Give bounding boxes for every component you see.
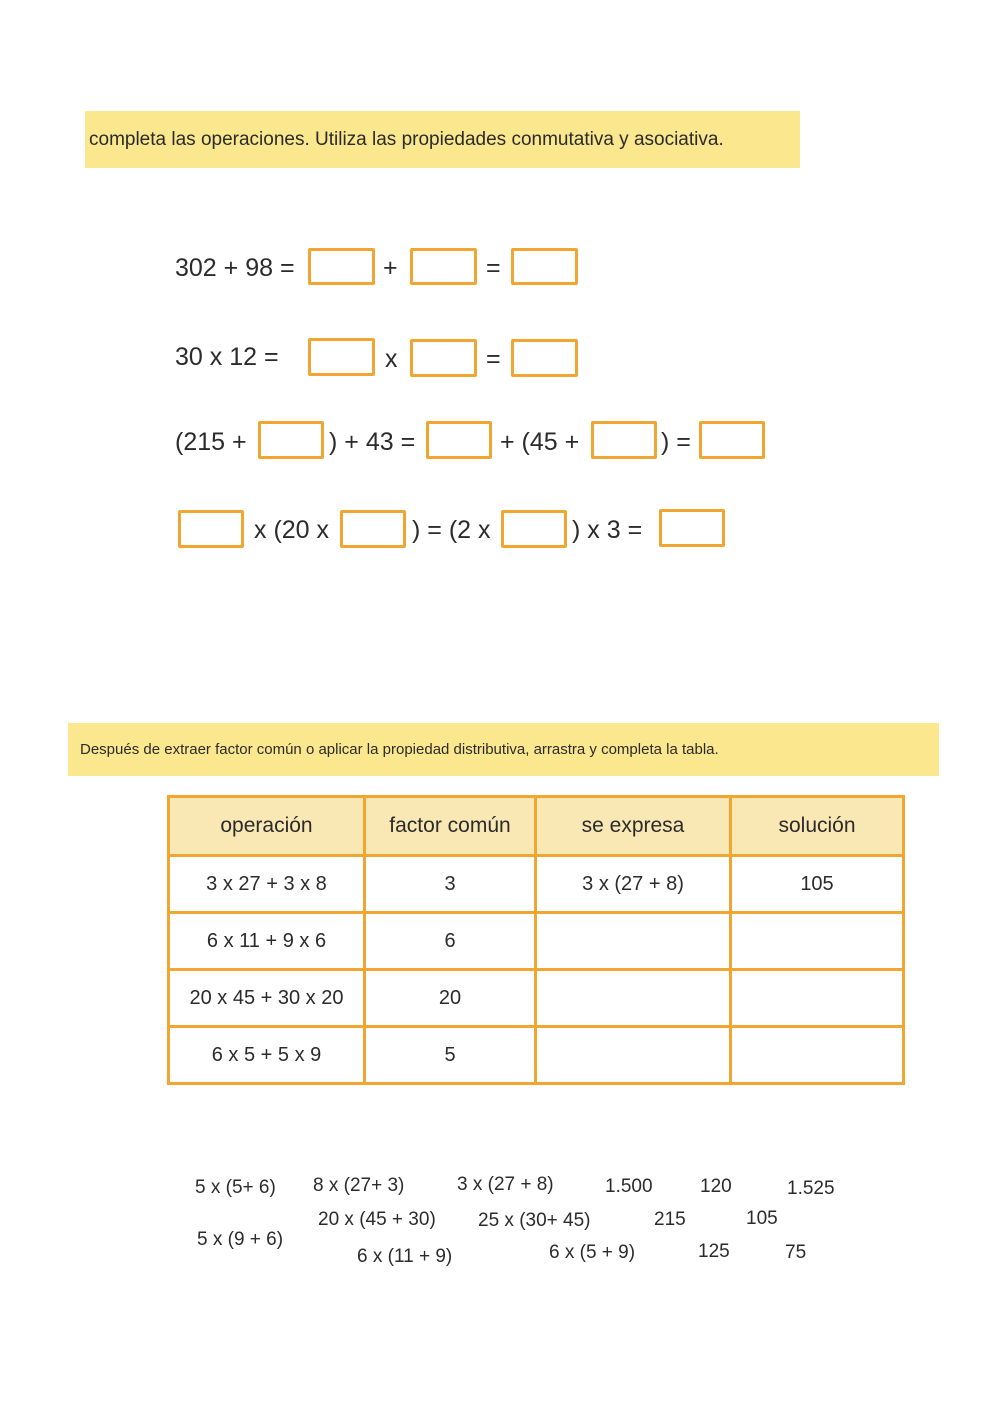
eq3-open: (215 + <box>175 428 247 456</box>
draggable-option[interactable]: 105 <box>746 1208 778 1229</box>
eq3-plus-open: + (45 + <box>500 428 580 456</box>
cell-expression-drop[interactable] <box>536 913 731 970</box>
cell-solution-drop[interactable] <box>731 970 904 1027</box>
factor-table <box>167 795 905 1085</box>
header-operacion: operación <box>169 797 365 856</box>
draggable-option[interactable]: 1.500 <box>605 1176 653 1197</box>
eq1-answer-box-3[interactable] <box>511 248 578 285</box>
draggable-option[interactable]: 215 <box>654 1209 686 1230</box>
eq2-answer-box-1[interactable] <box>308 338 375 376</box>
eq1-answer-box-2[interactable] <box>410 248 477 285</box>
draggable-option[interactable]: 1.525 <box>787 1178 835 1199</box>
eq2-times: x <box>385 345 398 373</box>
table-header-row <box>169 797 904 856</box>
instruction-banner-1 <box>85 111 800 168</box>
eq1-answer-box-1[interactable] <box>308 248 375 285</box>
cell-factor: 6 <box>365 913 536 970</box>
draggable-option[interactable]: 3 x (27 + 8) <box>457 1174 554 1195</box>
eq3-answer-box-3[interactable] <box>591 421 657 459</box>
cell-operation: 3 x 27 + 3 x 8 <box>169 856 365 913</box>
table-row <box>169 856 904 913</box>
eq2-answer-box-2[interactable] <box>410 339 477 377</box>
draggable-option[interactable]: 20 x (45 + 30) <box>318 1209 436 1230</box>
instruction-banner-2 <box>68 723 939 776</box>
cell-expression-drop[interactable] <box>536 1027 731 1084</box>
cell-operation: 20 x 45 + 30 x 20 <box>169 970 365 1027</box>
draggable-option[interactable]: 120 <box>700 1176 732 1197</box>
table-row <box>169 1027 904 1084</box>
draggable-option[interactable]: 5 x (9 + 6) <box>197 1229 284 1250</box>
cell-solution-drop[interactable] <box>731 913 904 970</box>
cell-operation: 6 x 11 + 9 x 6 <box>169 913 365 970</box>
eq1-plus: + <box>383 254 398 282</box>
eq2-equals: = <box>486 345 501 373</box>
cell-operation: 6 x 5 + 5 x 9 <box>169 1027 365 1084</box>
eq4-mid: ) = (2 x <box>412 516 491 544</box>
table-row <box>169 970 904 1027</box>
draggable-option[interactable]: 8 x (27+ 3) <box>313 1175 405 1196</box>
eq4-close-eq: ) x 3 = <box>572 516 643 544</box>
header-factor-comun: factor común <box>365 797 536 856</box>
eq1-equals: = <box>486 254 501 282</box>
eq4-answer-box-2[interactable] <box>340 510 406 548</box>
instruction-text-2: Después de extraer factor común o aplicar la propiedad distributiva, arrastra y completa la tabla. <box>80 741 719 758</box>
cell-solution-drop[interactable] <box>731 1027 904 1084</box>
eq3-close-eq: ) = <box>661 428 691 456</box>
header-solucion: solución <box>731 797 904 856</box>
eq4-open: x (20 x <box>254 516 330 544</box>
header-se-expresa: se expresa <box>536 797 731 856</box>
table-row <box>169 913 904 970</box>
cell-expression-drop[interactable]: 3 x (27 + 8) <box>536 856 731 913</box>
eq3-answer-box-4[interactable] <box>699 421 765 459</box>
eq4-answer-box-1[interactable] <box>178 510 244 548</box>
eq4-answer-box-4[interactable] <box>659 509 725 547</box>
eq2-lhs: 30 x 12 = <box>175 343 279 371</box>
cell-solution-drop[interactable]: 105 <box>731 856 904 913</box>
cell-factor: 5 <box>365 1027 536 1084</box>
eq1-lhs: 302 + 98 = <box>175 254 295 282</box>
eq3-mid: ) + 43 = <box>329 428 416 456</box>
draggable-option[interactable]: 25 x (30+ 45) <box>478 1210 591 1231</box>
cell-expression-drop[interactable] <box>536 970 731 1027</box>
instruction-text-1: completa las operaciones. Utiliza las propiedades conmutativa y asociativa. <box>89 128 724 150</box>
draggable-option[interactable]: 6 x (5 + 9) <box>549 1242 636 1263</box>
draggable-option[interactable]: 6 x (11 + 9) <box>357 1246 453 1267</box>
eq4-answer-box-3[interactable] <box>501 510 567 548</box>
draggable-option[interactable]: 5 x (5+ 6) <box>195 1177 276 1198</box>
draggable-option[interactable]: 125 <box>698 1241 730 1262</box>
eq3-answer-box-2[interactable] <box>426 421 492 459</box>
eq3-answer-box-1[interactable] <box>258 421 324 459</box>
eq2-answer-box-3[interactable] <box>511 339 578 377</box>
cell-factor: 20 <box>365 970 536 1027</box>
cell-factor: 3 <box>365 856 536 913</box>
draggable-option[interactable]: 75 <box>785 1242 807 1263</box>
